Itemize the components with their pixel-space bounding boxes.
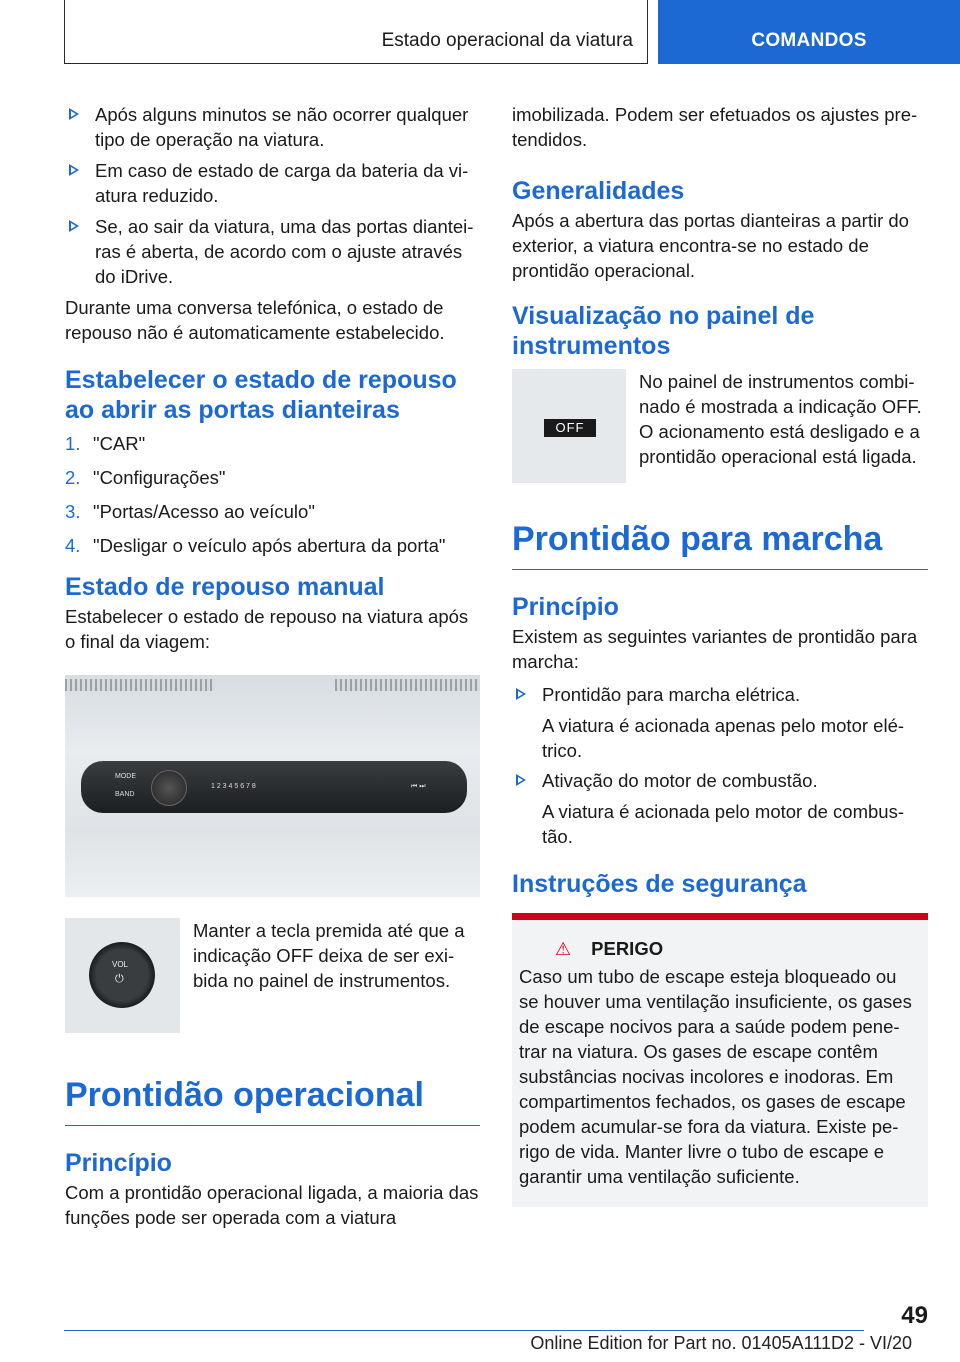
edition-footer: Online Edition for Part no. 01405A111D2 - VI/20 bbox=[530, 1333, 912, 1353]
triangle-bullet-icon bbox=[69, 220, 79, 232]
list-item: Ativação do motor de combustão. A viatura é acionada pelo motor de combustão. bbox=[512, 768, 928, 849]
step-item: 4. "Desligar o veículo após abertura da porta" bbox=[65, 535, 446, 556]
page-number: 49 bbox=[901, 1302, 928, 1329]
general-paragraph: Após a abertura das portas dianteiras a partir do exterior, a viatura encontra-se no estado de prontidão operacional. bbox=[512, 210, 909, 281]
heading-display: Visualização no painel de instrumentos bbox=[512, 302, 815, 360]
triangle-bullet-icon bbox=[69, 108, 79, 120]
step-item: 1. "CAR" bbox=[65, 433, 146, 454]
volume-knob-photo: VOL ⏻ bbox=[65, 918, 180, 1033]
heading-general: Generalidades bbox=[512, 177, 685, 205]
off-description: No painel de instrumentos combinado é mostrada a indicação OFF. O acionamento está desligado e a prontidão operacional está ligada. bbox=[639, 371, 922, 467]
triangle-bullet-icon bbox=[516, 688, 526, 700]
page-header bbox=[0, 0, 960, 66]
step-item: 2. "Configurações" bbox=[65, 467, 226, 488]
manual-paragraph: Estabelecer o estado de repouso na viatura após o final da viagem: bbox=[65, 606, 469, 652]
warning-text: Caso um tubo de escape esteja bloqueado ou se houver uma ventilação insuficiente, os gases de escape nocivos para a saúde podem penetrar na viatura. Os gases de escape contêm substâncias nocivas incolores e inodoras. Em compartimentos fechados, os gases de escape podem acumular-se fora da viatura. Existe perigo de vida. Manter livre o tubo de escape e garantir uma ventilação suficiente. bbox=[519, 966, 912, 1187]
warning-title: PERIGO bbox=[591, 938, 664, 959]
warning-header bbox=[519, 938, 920, 960]
air-vent bbox=[65, 679, 215, 691]
instrument-off-photo bbox=[512, 369, 626, 483]
heading-manual: Estado de repouso manual bbox=[65, 573, 385, 601]
continued-paragraph: imobilizada. Podem ser efetuados os ajustes pretendidos. bbox=[512, 104, 918, 150]
variants-paragraph: Existem as seguintes variantes de prontidão para marcha: bbox=[512, 626, 918, 672]
sleep-conditions-list bbox=[65, 102, 480, 289]
radio-panel-photo bbox=[65, 675, 480, 897]
chapter-tab[interactable]: COMANDOS bbox=[658, 0, 960, 64]
triangle-bullet-icon bbox=[69, 164, 79, 176]
list-item: Prontidão para marcha elétrica. A viatura é acionada apenas pelo motor elétrico. bbox=[512, 682, 928, 763]
triangle-bullet-icon bbox=[516, 774, 526, 786]
warning-triangle-icon: ⚠ bbox=[555, 938, 572, 959]
radio-control-panel: MODE BAND 1 2 3 4 5 6 7 8 ⏮ ⏭ bbox=[81, 761, 467, 813]
heading-doors: Estabelecer o estado de repouso ao abrir as portas dianteiras bbox=[65, 366, 457, 424]
heading-safety: Instruções de segurança bbox=[512, 870, 807, 898]
left-column bbox=[65, 102, 480, 1230]
principle-paragraph: Com a prontidão operacional ligada, a maioria das funções pode ser operada com a viatura bbox=[65, 1182, 479, 1228]
danger-warning-box bbox=[512, 913, 928, 1207]
list-item: Após alguns minutos se não ocorrer qualquer tipo de operação na viatura. bbox=[65, 102, 480, 152]
heading-drive-readiness: Prontidão para marcha bbox=[512, 517, 928, 570]
footer-rule bbox=[64, 1330, 864, 1331]
air-vent bbox=[335, 679, 480, 691]
step-item: 3. "Portas/Acesso ao veículo" bbox=[65, 501, 315, 522]
list-item: Se, ao sair da viatura, uma das portas dianteiras é aberta, de acordo com o ajuste através do iDrive. bbox=[65, 214, 480, 289]
heading-operational-readiness: Prontidão operacional bbox=[65, 1073, 480, 1126]
phone-call-paragraph: Durante uma conversa telefónica, o estado de repouso não é automaticamente estabelecido. bbox=[65, 297, 445, 343]
variants-list bbox=[512, 682, 928, 849]
heading-principle: Princípio bbox=[65, 1149, 172, 1177]
off-display-row bbox=[512, 369, 928, 483]
off-indicator: OFF bbox=[544, 419, 596, 437]
knob-instruction-text: Manter a tecla premida até que a indicação OFF deixa de ser exibida no painel de instrumentos. bbox=[193, 920, 465, 991]
heading-principle-drive: Princípio bbox=[512, 593, 619, 621]
volume-knob bbox=[151, 770, 187, 806]
right-column bbox=[512, 102, 928, 1207]
doors-steps bbox=[65, 431, 480, 558]
power-icon: ⏻ bbox=[115, 973, 124, 985]
knob-instruction-row bbox=[65, 918, 480, 1033]
section-title: Estado operacional da viatura bbox=[64, 0, 648, 64]
list-item: Em caso de estado de carga da bateria da viatura reduzido. bbox=[65, 158, 480, 208]
